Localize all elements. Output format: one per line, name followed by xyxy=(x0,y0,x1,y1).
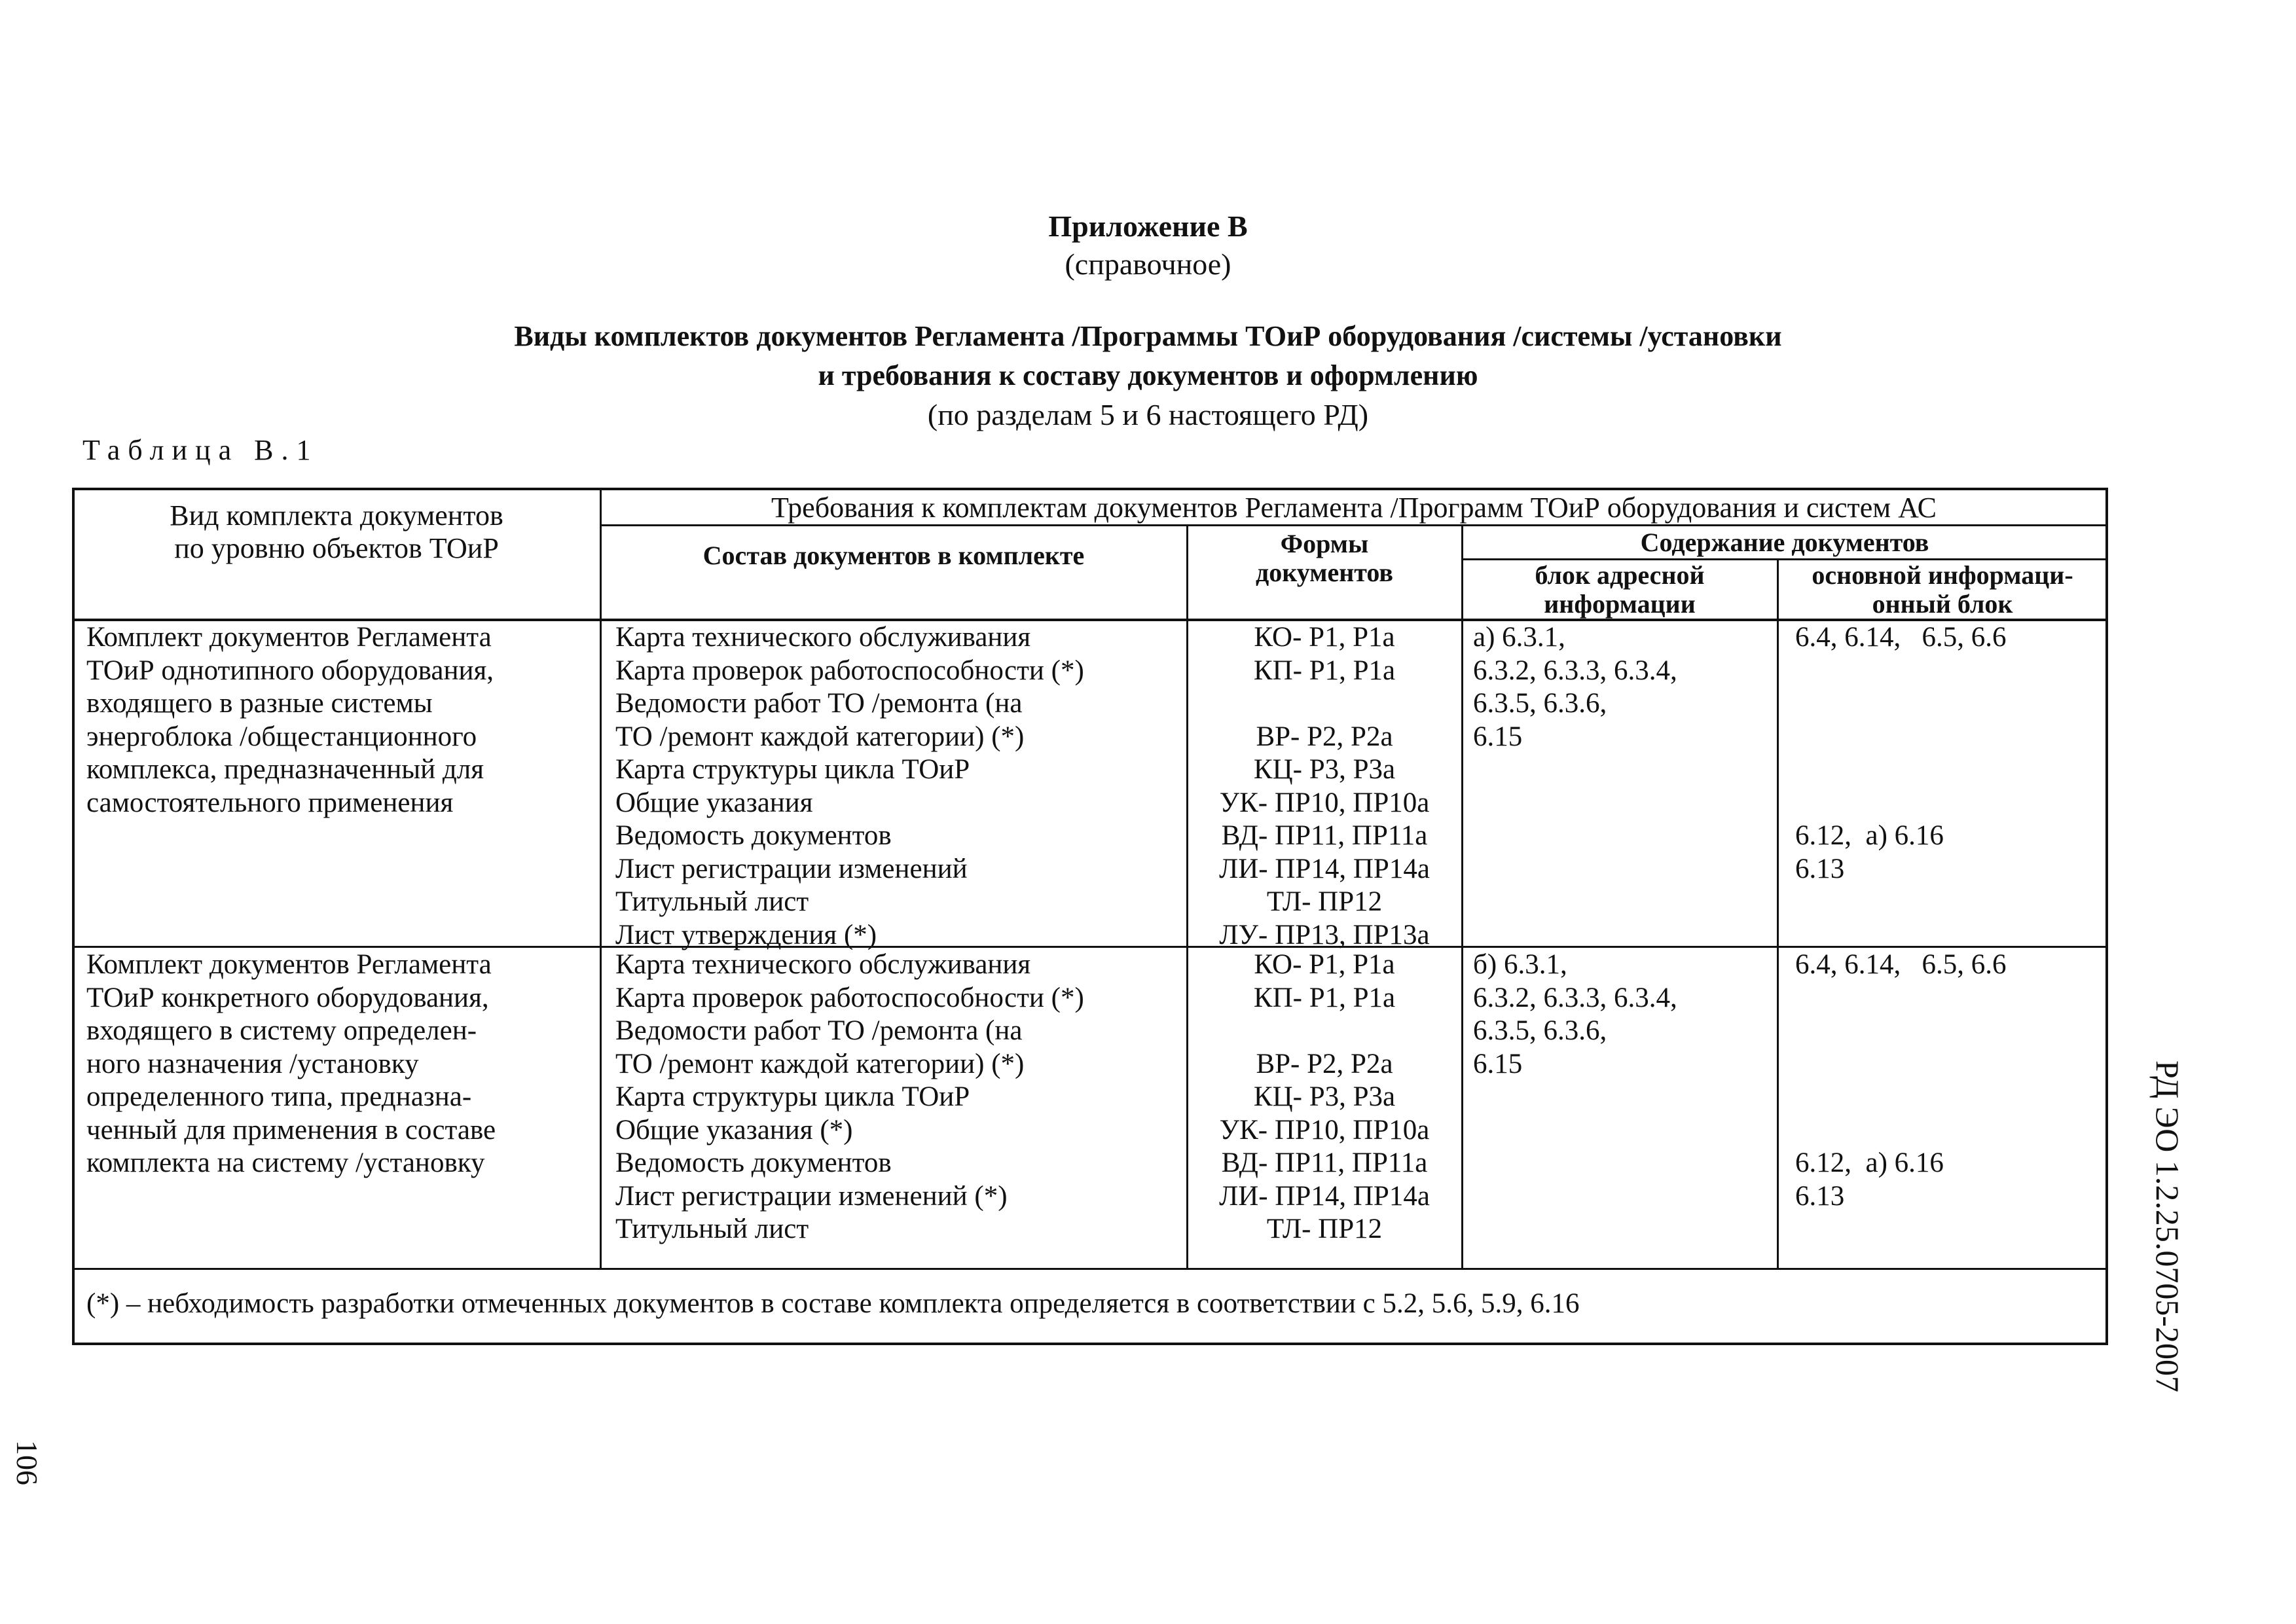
appendix-subtitle: (справочное) xyxy=(1065,247,1231,281)
row1-address-block: а) 6.3.1, 6.3.2, 6.3.3, 6.3.4, 6.3.5, 6.3.6, 6.15 xyxy=(1473,622,1677,752)
footnote-separator xyxy=(72,1268,2108,1270)
header-kind-column: Вид комплекта документов по уровню объектов ТОиР xyxy=(170,499,503,564)
table-border-top xyxy=(72,488,2108,490)
document-heading-line3: (по разделам 5 и 6 настоящего РД) xyxy=(927,398,1369,431)
table-footnote: (*) – небходимость разработки отмеченных документов в составе комплекта определяется в соответствии с 5.2, 5.6, 5.9, 6.16 xyxy=(86,1288,1580,1319)
header-main-block-column: основной информаци- онный блок xyxy=(1812,560,2073,619)
row2-main-block-top: 6.4, 6.14, 6.5, 6.6 xyxy=(1795,949,2007,980)
row2-composition: Карта технического обслуживания Карта проверок работоспособности (*) Ведомости работ ТО /ремонта (на ТО /ремонт каждой категории) (*) Карта структуры цикла ТОиР Общие указания (*) Ведомость документов Лист регистрации изменений (*) Титульный лист xyxy=(615,949,1084,1244)
document-heading-line1: Виды комплектов документов Регламента /Программы ТОиР оборудования /системы /установки xyxy=(514,320,1782,352)
header-composition-column: Состав документов в комплекте xyxy=(702,541,1085,570)
col4-separator xyxy=(1777,558,1779,1269)
header-content-group: Содержание документов xyxy=(1640,528,1929,557)
row1-main-block-bottom: 6.12, а) 6.16 6.13 xyxy=(1795,820,1944,884)
header-forms-column: Формы документов xyxy=(1256,529,1393,587)
row1-kind: Комплект документов Регламента ТОиР однотипного оборудования, входящего в разные системы энергоблока /общестанционного комплекса, предназначенный для самостоятельного применения xyxy=(86,622,494,818)
table-label: Таблица В.1 xyxy=(82,434,319,466)
header-address-block-column: блок адресной информации xyxy=(1535,560,1705,619)
row1-composition: Карта технического обслуживания Карта проверок работоспособности (*) Ведомости работ ТО /ремонта (на ТО /ремонт каждой категории) (*) Карта структуры цикла ТОиР Общие указания Ведомость документов Лист регистрации изменений Титульный лист Лист утверждения (*) xyxy=(615,622,1084,950)
row2-kind: Комплект документов Регламента ТОиР конкретного оборудования, входящего в систему определен- ного назначения /установку определенного типа, предназна- ченный для применения в составе комплекта на систему /установку xyxy=(86,949,496,1178)
table-border-bottom xyxy=(72,1343,2108,1345)
row-separator xyxy=(72,946,2108,948)
table-border-right xyxy=(2105,488,2108,1345)
page-number: 106 xyxy=(10,1440,44,1485)
group-header-underline xyxy=(600,524,2108,526)
col1-separator xyxy=(600,488,602,1269)
requirements-table xyxy=(72,488,2108,1345)
row1-main-block-top: 6.4, 6.14, 6.5, 6.6 xyxy=(1795,622,2007,653)
table-border-left xyxy=(72,488,75,1345)
row1-forms: КО- Р1, Р1а КП- Р1, Р1а ВР- Р2, Р2а КЦ- Р3, Р3а УК- ПР10, ПР10а ВД- ПР11, ПР11а ЛИ- ПР14, ПР14а ТЛ- ПР12 ЛУ- ПР13, ПР13а xyxy=(1219,622,1430,950)
appendix-title: Приложение В xyxy=(1048,209,1248,243)
col3-separator xyxy=(1461,524,1463,1269)
col2-separator xyxy=(1186,524,1188,1269)
document-heading-line2: и требования к составу документов и оформлению xyxy=(818,359,1478,391)
header-requirements-group: Требования к комплектам документов Регламента /Программ ТОиР оборудования и систем АС xyxy=(771,492,1937,524)
row2-main-block-bottom: 6.12, а) 6.16 6.13 xyxy=(1795,1147,1944,1212)
row2-address-block: б) 6.3.1, 6.3.2, 6.3.3, 6.3.4, 6.3.5, 6.3.6, 6.15 xyxy=(1473,949,1677,1079)
side-document-number: РД ЭО 1.2.25.0705-2007 xyxy=(2149,1060,2186,1393)
row2-forms: КО- Р1, Р1а КП- Р1, Р1а ВР- Р2, Р2а КЦ- Р3, Р3а УК- ПР10, ПР10а ВД- ПР11, ПР11а ЛИ- ПР14, ПР14а ТЛ- ПР12 xyxy=(1219,949,1430,1244)
